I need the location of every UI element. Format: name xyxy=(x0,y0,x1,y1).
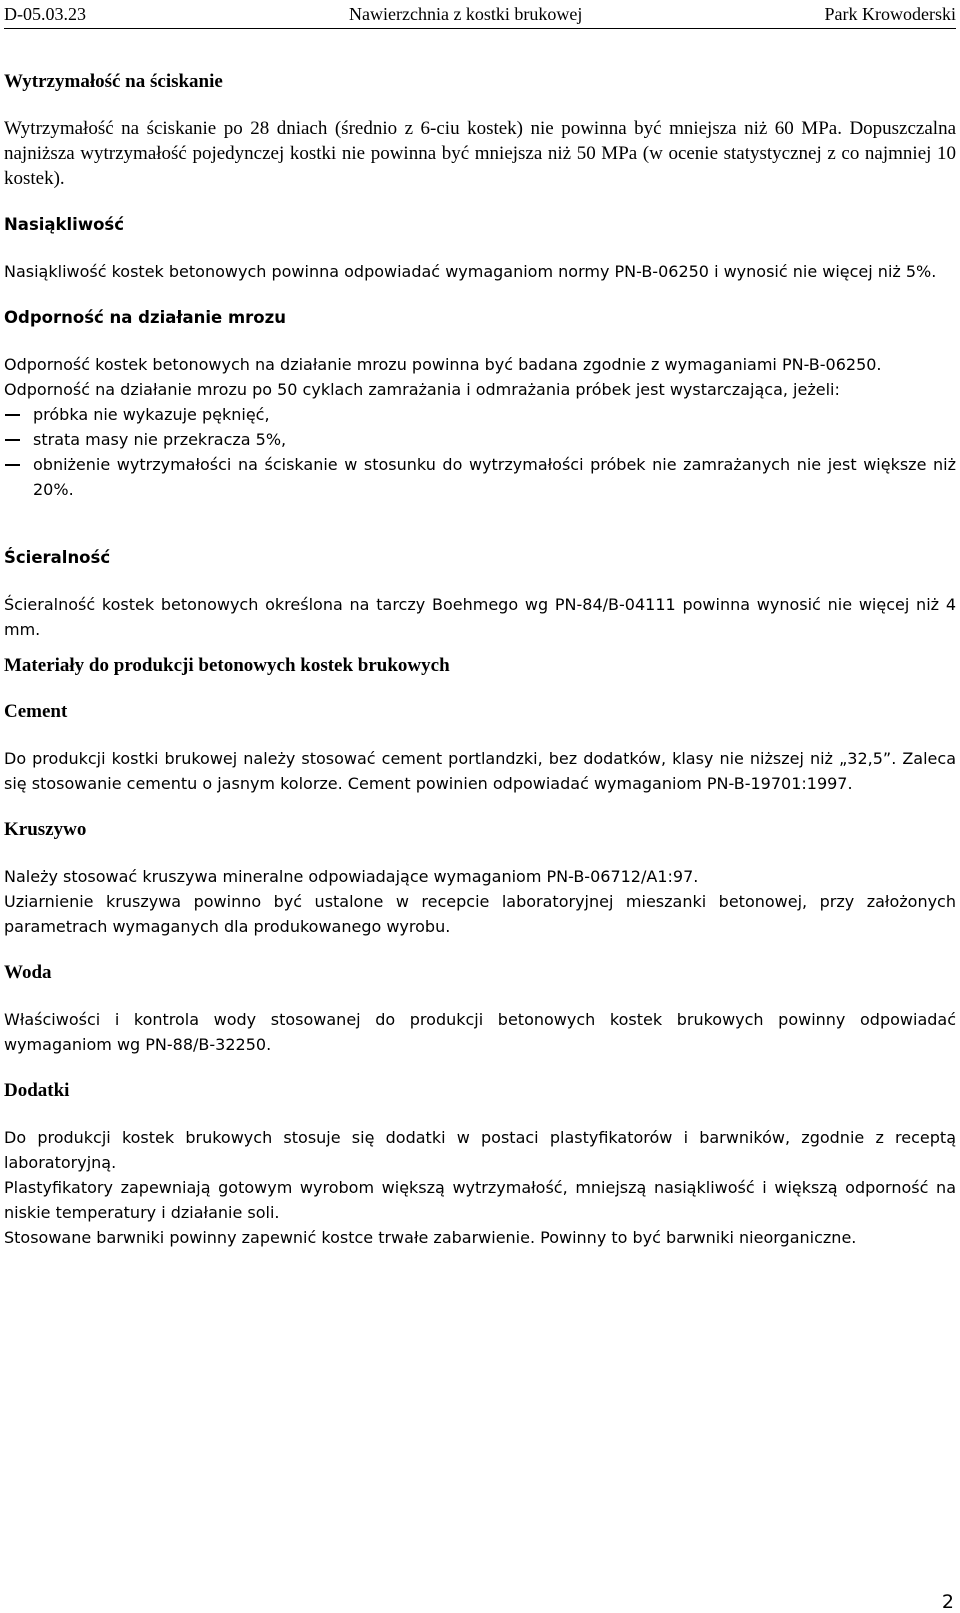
heading-water: Woda xyxy=(4,962,52,983)
frost-conditions-list xyxy=(4,402,956,502)
heading-compressive-strength: Wytrzymałość na ściskanie xyxy=(4,71,223,92)
paragraph-additives-pigments: Stosowane barwniki powinny zapewnić kostce trwałe zabarwienie. Powinny to być barwniki nieorganiczne. xyxy=(4,1228,857,1247)
project-name: Park Krowoderski xyxy=(824,4,956,24)
heading-abrasion: Ścieralność xyxy=(4,548,111,567)
dash-bullet-icon xyxy=(5,464,20,466)
page-header xyxy=(4,4,956,29)
paragraph-compressive-strength: Wytrzymałość na ściskanie po 28 dniach (średnio z 6-ciu kostek) nie powinna być mniejsza niż 60 MPa. Dopuszczalna najniższa wytrzymałość pojedynczej kostki nie powinna być mniejsza niż 50 MPa (w ocenie statystycznej z co najmniej 10 kostek). xyxy=(4,118,956,189)
heading-additives: Dodatki xyxy=(4,1080,70,1101)
paragraph-aggregate-grading: Uziarnienie kruszywa powinno być ustalone w recepcie laboratoryjnej mieszanki betonowej, przy założonych parametrach wymaganych dla produkowanego wyrobu. xyxy=(4,892,956,936)
paragraph-frost-conditions: Odporność na działanie mrozu po 50 cyklach zamrażania i odmrażania próbek jest wystarczająca, jeżeli: xyxy=(4,380,840,399)
heading-materials: Materiały do produkcji betonowych kostek brukowych xyxy=(4,655,450,676)
dash-bullet-icon xyxy=(5,414,20,416)
paragraph-aggregate-standard: Należy stosować kruszywa mineralne odpowiadające wymaganiom PN-B-06712/A1:97. xyxy=(4,867,699,886)
paragraph-absorption: Nasiąkliwość kostek betonowych powinna odpowiadać wymaganiom normy PN-B-06250 i wynosić nie więcej niż 5%. xyxy=(4,262,937,281)
paragraph-frost-standard: Odporność kostek betonowych na działanie mrozu powinna być badana zgodnie z wymaganiami PN-B-06250. xyxy=(4,355,882,374)
heading-cement: Cement xyxy=(4,701,68,722)
paragraph-abrasion: Ścieralność kostek betonowych określona na tarczy Boehmego wg PN-84/B-04111 powinna wynosić nie więcej niż 4 mm. xyxy=(4,595,956,639)
page-number: 2 xyxy=(941,1591,954,1613)
heading-frost-resistance: Odporność na działanie mrozu xyxy=(4,308,286,327)
spec-code: D-05.03.23 xyxy=(4,4,86,24)
list-item: próbka nie wykazuje pęknięć, xyxy=(4,402,956,427)
spec-title: Nawierzchnia z kostki brukowej xyxy=(349,4,583,24)
paragraph-cement: Do produkcji kostki brukowej należy stosować cement portlandzki, bez dodatków, klasy nie niższej niż „32,5”. Zaleca się stosowanie cementu o jasnym kolorze. Cement powinien odpowiadać wymaganiom PN-B-19701:1997. xyxy=(4,749,956,793)
paragraph-water: Właściwości i kontrola wody stosowanej do produkcji betonowych kostek brukowych powinny odpowiadać wymaganiom wg PN-88/B-32250. xyxy=(4,1010,956,1054)
heading-aggregate: Kruszywo xyxy=(4,819,87,840)
list-item: strata masy nie przekracza 5%, xyxy=(4,427,956,452)
paragraph-additives-plasticizers: Plastyfikatory zapewniają gotowym wyrobom większą wytrzymałość, mniejszą nasiąkliwość i większą odporność na niskie temperatury i działanie soli. xyxy=(4,1178,956,1222)
heading-absorption: Nasiąkliwość xyxy=(4,215,125,234)
document-body xyxy=(4,70,956,1250)
list-item: obniżenie wytrzymałości na ściskanie w stosunku do wytrzymałości próbek nie zamrażanych nie jest większe niż 20%. xyxy=(4,452,956,502)
dash-bullet-icon xyxy=(5,439,20,441)
paragraph-additives-recipe: Do produkcji kostek brukowych stosuje się dodatki w postaci plastyfikatorów i barwników, zgodnie z receptą laboratoryjną. xyxy=(4,1128,956,1172)
